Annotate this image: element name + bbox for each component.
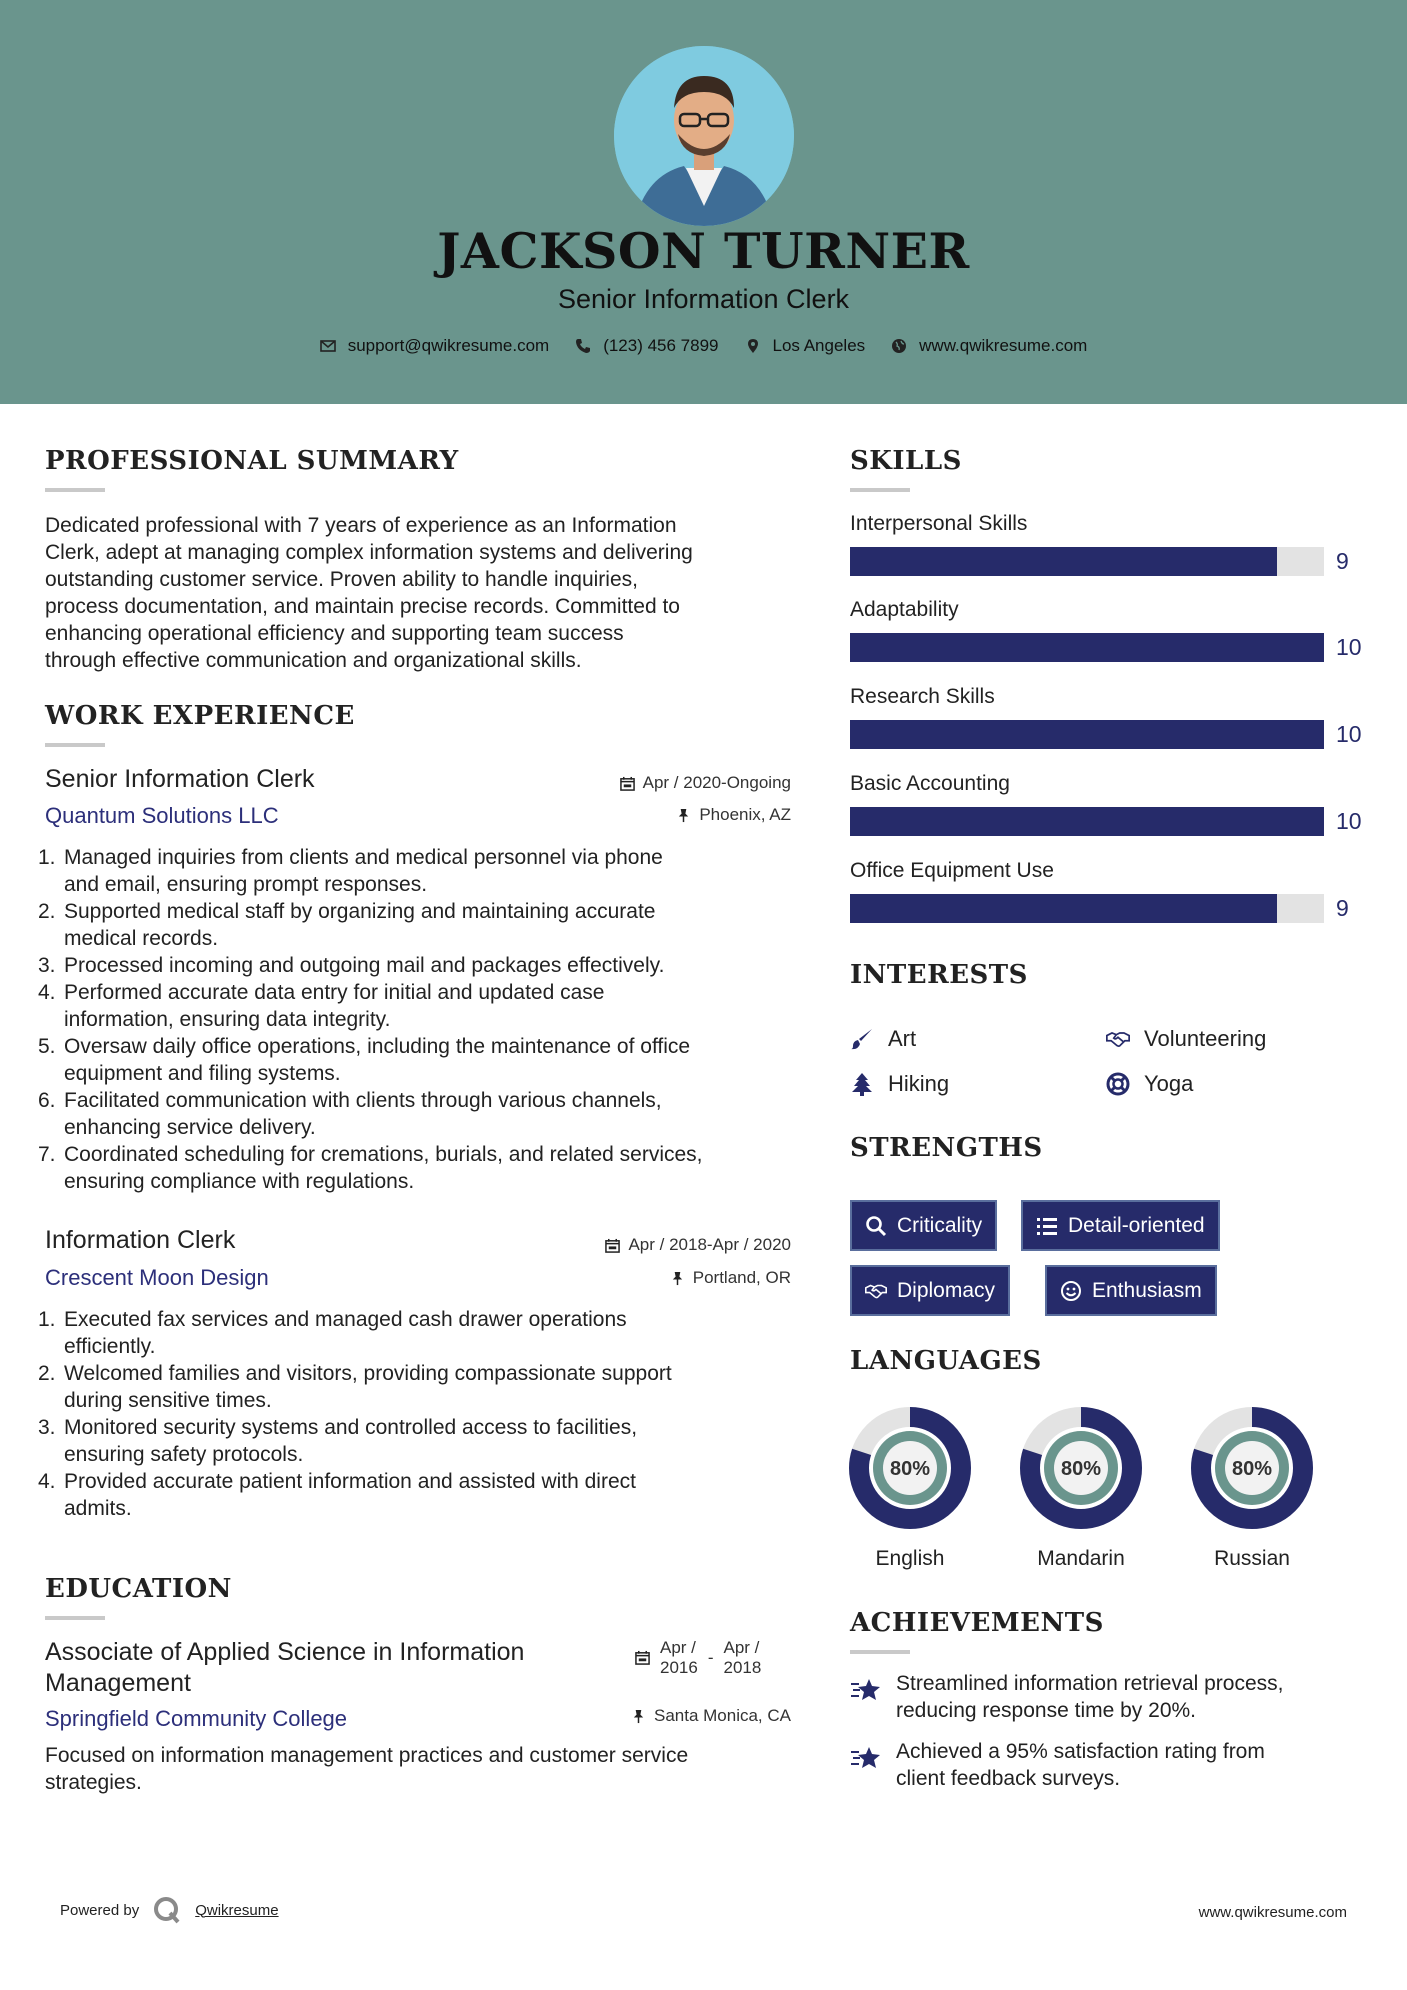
education-rule [45,1616,105,1620]
skills-rule [850,488,910,492]
summary-rule [45,488,105,492]
star-badge-icon [850,1676,882,1704]
job-location [670,1268,791,1288]
list-item: 2. Supported medical staff by organizing and maintaining accurate medical records. [38,900,656,950]
achievements-heading: ACHIEVEMENTS [850,1608,1104,1638]
paintbrush-icon [850,1027,874,1051]
strength-tag-detail-oriented [1021,1200,1220,1251]
degree-line: Associate of Applied Science in Information [45,1638,525,1666]
experience-rule [45,743,105,747]
degree-title [45,1637,524,1699]
skill-bar-fill [850,894,1277,923]
list-item: 4. Performed accurate data entry for initial and updated case information, ensuring data integrity. [38,981,605,1031]
handshake-icon [1106,1027,1130,1051]
list-item: 5. Oversaw daily office operations, including the maintenance of office equipment and filing systems. [38,1035,691,1085]
list-item: 1. Executed fax services and managed cash drawer operations efficiently. [38,1308,627,1358]
interest-label: Hiking [888,1071,950,1096]
job-title: Senior Information Clerk [45,765,315,793]
brand-link[interactable]: Qwikresume [195,1901,279,1919]
language-item [848,1406,972,1571]
lifebuoy-icon [1106,1072,1130,1096]
skill-row [850,859,1370,945]
calendar-icon [620,776,635,791]
pushpin-icon [670,1271,685,1286]
strength-label: Criticality [897,1213,983,1237]
company-name: Crescent Moon Design [45,1265,269,1290]
skill-bar-fill [850,633,1324,662]
skill-bar-fill [850,547,1277,576]
achievement-item [850,1738,1370,1792]
description-line: Focused on information management practices and customer service [45,1744,689,1767]
job-dates [605,1235,791,1255]
list-item: 3. Processed incoming and outgoing mail and packages effectively. [38,954,665,977]
skill-row [850,512,1370,598]
list-item: 6. Facilitated communication with clients through various channels, enhancing service delivery. [38,1089,662,1139]
list-item: 2. Welcomed families and visitors, providing compassionate support during sensitive times. [38,1362,672,1412]
language-donut [1190,1406,1314,1530]
phone-text: (123) 456 7899 [603,336,719,355]
skill-value: 9 [1336,895,1349,921]
list-item: 1. Managed inquiries from clients and medical personnel via phone and email, ensuring prompt responses. [38,846,663,896]
job-dates [620,773,791,793]
interests-heading: INTERESTS [850,960,1028,990]
language-donut [1019,1406,1143,1530]
description-line: strategies. [45,1771,142,1794]
candidate-title: Senior Information Clerk [557,284,850,314]
strength-label: Diplomacy [897,1278,996,1302]
summary-line: enhancing operational efficiency and supporting team success [45,622,624,645]
skill-bar-fill [850,807,1324,836]
date-separator: - [707,1648,714,1667]
company-name: Quantum Solutions LLC [45,803,279,828]
summary-line: through effective communication and organizational skills. [45,649,582,672]
strength-tag-diplomacy [850,1265,1010,1316]
summary-text [45,512,805,674]
summary-heading: PROFESSIONAL SUMMARY [45,446,459,476]
qwikresume-logo-icon [153,1896,181,1924]
job-bullets [38,1306,818,1522]
interest-label: Art [888,1026,917,1051]
summary-line: Dedicated professional with 7 years of experience as an Information [45,514,677,537]
skill-value: 9 [1336,548,1349,574]
strength-tag-criticality [850,1200,997,1251]
languages-heading: LANGUAGES [850,1346,1042,1376]
map-pin-icon [745,338,761,354]
language-item [1190,1406,1314,1571]
footer-website[interactable]: www.qwikresume.com [1198,1904,1347,1921]
strengths-heading: STRENGTHS [850,1133,1043,1163]
language-name: Mandarin [1037,1547,1125,1570]
education-location-text: Santa Monica, CA [653,1706,791,1725]
school-name: Springfield Community College [45,1706,348,1731]
achievement-item [850,1670,1370,1724]
pushpin-icon [676,808,691,823]
skill-row [850,598,1370,684]
smile-icon [1060,1280,1082,1302]
skill-label: Adaptability [850,598,959,621]
education-heading: EDUCATION [45,1574,232,1604]
skill-value: 10 [1336,721,1362,747]
candidate-name: JACKSON TURNER [437,222,970,280]
interest-label: Volunteering [1144,1026,1267,1051]
skill-bar-track [850,894,1324,923]
language-donut [848,1406,972,1530]
end-date: Apr / 2018 [723,1638,762,1677]
achievements-rule [850,1650,910,1654]
job-location-text: Phoenix, AZ [699,805,791,824]
job-location [676,805,791,825]
summary-line: outstanding customer service. Proven ability to handle inquiries, [45,568,638,591]
skill-value: 10 [1336,808,1362,834]
resume-header [0,0,1407,404]
language-name: English [875,1547,945,1570]
language-item [1019,1406,1143,1571]
interest-item-volunteering [1106,1026,1266,1052]
education-dates [635,1638,761,1678]
phone-icon [575,338,591,354]
skill-row [850,772,1370,858]
contact-location [745,336,866,356]
location-text: Los Angeles [772,336,866,355]
experience-heading: WORK EXPERIENCE [45,701,355,731]
website-text: www.qwikresume.com [919,336,1088,355]
contact-website[interactable] [891,336,1087,356]
email-text: support@qwikresume.com [347,336,550,355]
summary-line: Clerk, adept at managing complex information systems and delivering [45,541,693,564]
contact-phone[interactable] [575,336,718,356]
envelope-icon [320,338,336,354]
job-title: Information Clerk [45,1226,236,1254]
skill-label: Office Equipment Use [850,859,1054,882]
skill-label: Basic Accounting [850,772,1010,795]
skill-bar-track [850,633,1324,662]
list-icon [1036,1215,1058,1237]
skill-bar-track [850,547,1324,576]
contact-bar [0,336,1407,356]
degree-line: Management [45,1669,191,1697]
achievement-text: Streamlined information retrieval process, reducing response time by 20%. [896,1672,1284,1722]
interest-label: Yoga [1144,1071,1194,1096]
list-item: 4. Provided accurate patient information and assisted with direct admits. [38,1470,636,1520]
list-item: 7. Coordinated scheduling for cremations, burials, and related services, ensuring compliance with regulations. [38,1143,703,1193]
job-dates-text: Apr / 2020-Ongoing [642,773,791,792]
handshake-icon [865,1280,887,1302]
globe-icon [891,338,907,354]
language-percent: 80% [889,1458,931,1480]
skill-bar-track [850,720,1324,749]
profile-photo [614,46,794,226]
interest-item-hiking [850,1071,949,1097]
star-badge-icon [850,1744,882,1772]
skill-value: 10 [1336,634,1362,660]
summary-line: process documentation, and maintain precise records. Committed to [45,595,680,618]
interest-item-yoga [1106,1071,1193,1097]
contact-email[interactable] [320,336,550,356]
achievement-text: Achieved a 95% satisfaction rating from client feedback surveys. [896,1740,1265,1790]
skill-bar-fill [850,720,1324,749]
strength-tag-enthusiasm [1045,1265,1217,1316]
job-location-text: Portland, OR [692,1268,791,1287]
list-item: 3. Monitored security systems and controlled access to facilities, ensuring safety protocols. [38,1416,638,1466]
calendar-icon [605,1238,620,1253]
job-bullets [38,844,818,1195]
tree-icon [850,1072,874,1096]
search-icon [865,1215,887,1237]
strength-label: Enthusiasm [1092,1278,1202,1302]
skill-label: Interpersonal Skills [850,512,1028,535]
skills-heading: SKILLS [850,446,962,476]
pushpin-icon [631,1709,646,1724]
language-percent: 80% [1060,1458,1102,1480]
powered-by-text: Powered by [60,1901,140,1919]
footer-powered-by [60,1896,279,1924]
skill-bar-track [850,807,1324,836]
language-name: Russian [1214,1547,1290,1570]
strength-label: Detail-oriented [1068,1213,1205,1237]
start-date: Apr / 2016 [660,1638,698,1677]
skill-row [850,685,1370,771]
language-percent: 80% [1231,1458,1273,1480]
interest-item-art [850,1026,916,1052]
education-location [631,1706,791,1726]
education-description [45,1742,825,1796]
job-dates-text: Apr / 2018-Apr / 2020 [628,1235,791,1254]
calendar-icon [635,1650,650,1665]
skill-label: Research Skills [850,685,995,708]
